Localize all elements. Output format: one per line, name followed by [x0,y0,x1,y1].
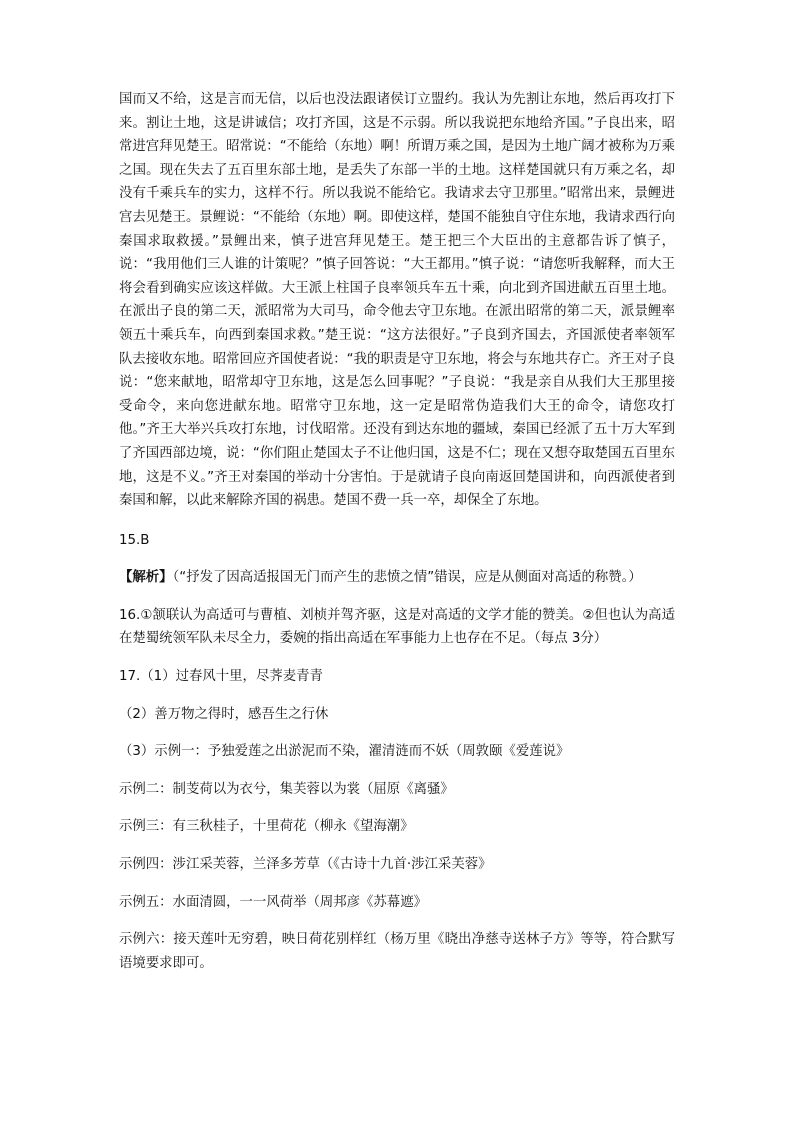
q17-example-6: 示例六：接天莲叶无穷碧，映日荷花别样红（杨万里《晓出净慈寺送林子方》等等，符合默写语境要求即可。 [119,932,675,971]
translation-paragraph: 国而又不给，这是言而无信，以后也没法跟诸侯订立盟约。我认为先割让东地，然后再攻打下来。割让土地，这是讲诚信；攻打齐国，这是不示弱。所以我说把东地给齐国。”子良出来，昭常进宫拜见楚王。昭常说：“不能给（东地）啊！所谓万乘之国，是因为土地广阔才被称为万乘之国。现在失去了五百里东部土地，是丢失了东部一半的土地。这样楚国就只有万乘之名，却没有千乘兵车的实力，这样不行。所以我说不能给它。我请求去守卫那里。”昭常出来，景鲤进宫去见楚王。景鲤说：“不能给（东地）啊。即使这样，楚国不能独自守住东地，我请求西行向秦国求取救援。”景鲤出来，慎子进宫拜见楚王。楚王把三个大臣出的主意都告诉了慎子，说：“我用他们三人谁的计策呢？”慎子回答说：“大王都用。”慎子说：“请您听我解释，而大王将会看到确实应该这样做。大王派上柱国子良率领兵车五十乘，向北到齐国进献五百里土地。在派出子良的第二天，派昭常为大司马，命令他去守卫东地。在派出昭常的第二天，派景鲤率领五十乘兵车，向西到秦国求救。”楚王说：“这方法很好。”子良到齐国去，齐国派使者率领军队去接收东地。昭常回应齐国使者说：“我的职责是守卫东地，将会与东地共存亡。齐王对子良说：“您来献地，昭常却守卫东地，这是怎么回事呢？”子良说：“我是亲自从我们大王那里接受命令，来向您进献东地。昭常守卫东地，这一定是昭常伪造我们大王的命令，请您攻打他。”齐王大举兴兵攻打东地，讨伐昭常。还没有到达东地的疆域，秦国已经派了五十万大军到了齐国西部边境，说：“你们阻止楚国太子不让他归国，这是不仁；现在又想夺取楚国五百里东地，这是不义。”齐王对秦国的举动十分害怕。于是就请子良向南返回楚国讲和，向西派使者到秦国和解，以此来解除齐国的祸患。楚国不费一兵一卒，却保全了东地。 [119,92,675,509]
analysis-tag: 【解析】 [119,570,173,586]
q15-answer: 15.B [119,532,150,548]
q17-example-3: 示例三：有三秋桂子，十里荷花（柳永《望海潮》 [119,819,414,835]
q17-item-1: 17.（1）过春风十里，尽荠麦青青 [119,669,323,685]
q16-answer: 16.①颔联认为高适可与曹植、刘桢并驾齐驱，这是对高适的文学才能的赞美。②但也认为高适在楚蜀统领军队未尽全力，委婉的指出高适在军事能力上也存在不足。（每点 3分） [119,607,675,647]
q17-item-3: （3）示例一：予独爱莲之出淤泥而不染，濯清涟而不妖（周敦颐《爱莲说》 [119,744,570,760]
q17-example-4: 示例四：涉江采芙蓉，兰泽多芳草（《古诗十九首·涉江采芙蓉》 [119,857,492,873]
q17-example-2: 示例二：制芰荷以为衣兮，集芙蓉以为裳（屈原《离骚》 [119,781,454,797]
analysis-text: （“抒发了因高适报国无门而产生的悲愤之情”错误，应是从侧面对高适的称赞。） [172,570,642,586]
q17-example-5: 示例五：水面清圆，一一风荷举（周邦彦《苏幕遮》 [119,894,427,910]
q15-analysis [119,566,675,590]
q17-item-2: （2）善万物之得时，感吾生之行休 [119,706,329,722]
answer-page [119,88,675,975]
